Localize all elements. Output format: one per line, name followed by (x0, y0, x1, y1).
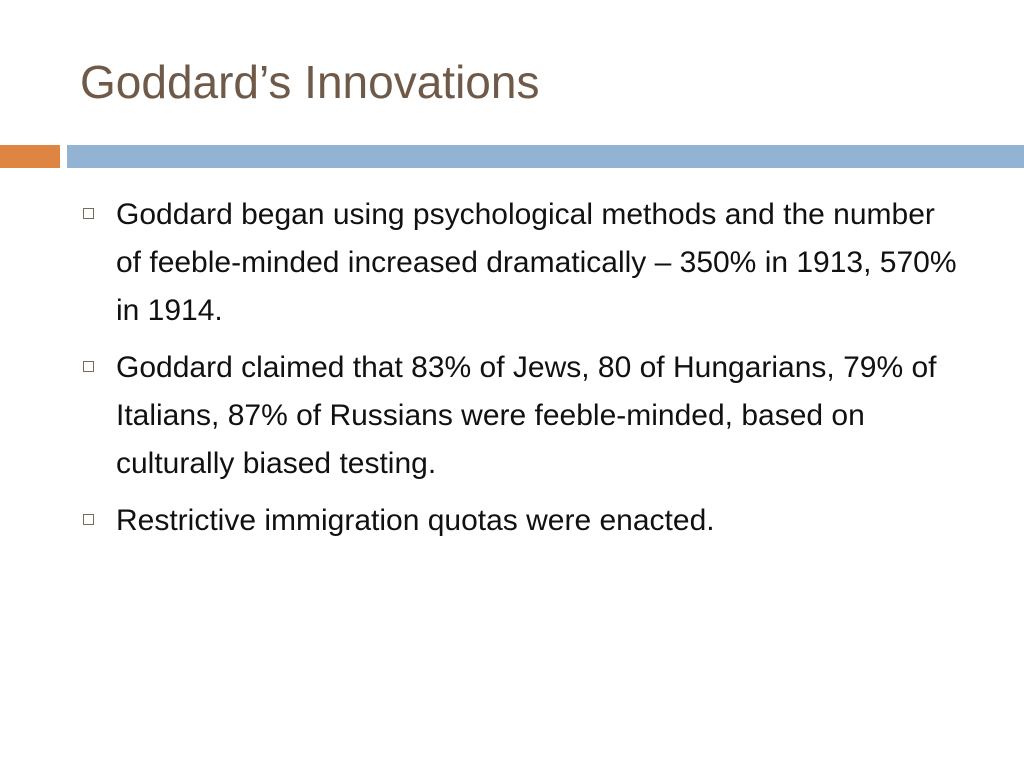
bullet-item (80, 344, 980, 488)
bullet-item (80, 497, 980, 545)
bullet-text: Restrictive immigration quotas were enacted. (116, 504, 715, 537)
square-bullet-icon (83, 361, 94, 372)
slide-title: Goddard’s Innovations (80, 56, 540, 108)
bullet-item (80, 191, 980, 335)
square-bullet-icon (83, 208, 94, 219)
blue-header-bar (67, 145, 1024, 168)
orange-accent-bar (0, 145, 60, 168)
square-bullet-icon (83, 514, 94, 525)
bullet-text: Goddard claimed that 83% of Jews, 80 of Hungarians, 79% of Italians, 87% of Russians were feeble-minded, based on culturally biased testing. (116, 351, 937, 480)
bullet-text: Goddard began using psychological methods and the number of feeble-minded increased dramatically – 350% in 1913, 570% in 1914. (116, 198, 957, 327)
bullet-list (80, 191, 980, 554)
